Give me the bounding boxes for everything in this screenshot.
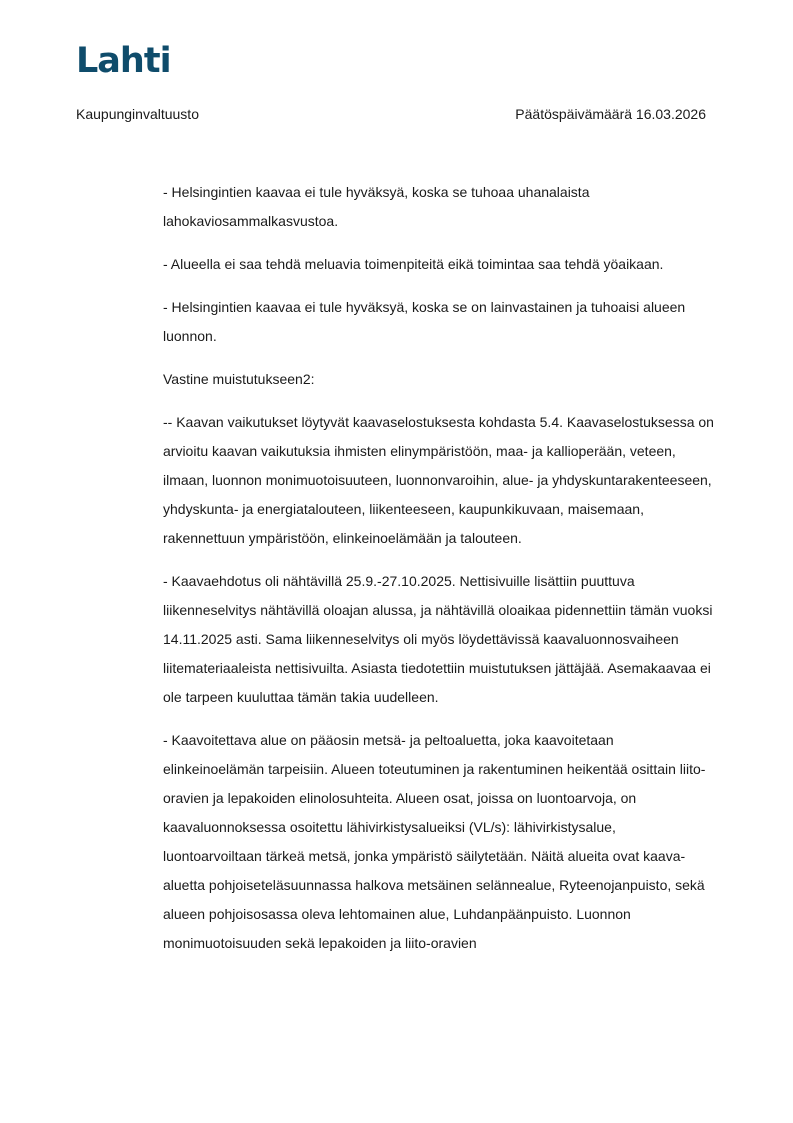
paragraph-response-nature: - Kaavoitettava alue on pääosin metsä- ja peltoaluetta, joka kaavoitetaan elinkeinoelämän tarpeisiin. Alueen toteutuminen ja rakentuminen heikentää osittain liito-oravien ja lepakoiden elinolosuhteita. Alueen osat, joissa on luontoarvoja, on kaavaluonnoksessa osoitettu lähivirkistysalueiksi (VL/s): lähivirkistysalue, luontoarvoiltaan tärkeä metsä, jonka ympäristö säilytetään. Näitä alueita ovat kaava-aluetta pohjoiseteläsuunnassa halkova metsäinen selännealue, Ryteenojanpuisto, sekä alueen pohjoisosassa oleva lehtomainen alue, Luhdanpäänpuisto. Luonnon monimuotoisuuden sekä lepakoiden ja liito-oravien [163,732,706,951]
organization-name: Kaupunginvaltuusto [76,106,199,122]
paragraph-response-display: - Kaavaehdotus oli nähtävillä 25.9.-27.10.2025. Nettisivuille lisättiin puuttuva liikenneselvitys nähtävillä oloajan alussa, ja nähtävillä oloaikaa pidennettiin tämän vuoksi 14.11.2025 asti. Sama liikenneselvitys oli myös löydettävissä kaavaluonnosvaiheen liitemateriaaleista nettisivuilta. Asiasta tiedotettiin muistutuksen jättäjää. Asemakaavaa ei ole tarpeen kuuluttaa tämän takia uudelleen. [163,573,713,705]
document-body [163,178,715,972]
paragraph-objection-2: - Alueella ei saa tehdä meluavia toimenpiteitä eikä toimintaa saa tehdä yöaikaan. [163,256,664,272]
lahti-logo: Lahti [76,41,171,81]
decision-date: Päätöspäivämäärä 16.03.2026 [515,106,706,122]
paragraph-objection-1: - Helsingintien kaavaa ei tule hyväksyä, koska se tuhoaa uhanalaista lahokaviosammalkasvustoa. [163,184,590,229]
response-heading: Vastine muistutukseen2: [163,371,315,387]
paragraph-response-impacts: -- Kaavan vaikutukset löytyvät kaavaselostuksesta kohdasta 5.4. Kaavaselostuksessa on arvioitu kaavan vaikutuksia ihmisten elinympäristöön, maa- ja kallioperään, veteen, ilmaan, luonnon monimuotoisuuteen, luonnonvaroihin, alue- ja yhdyskuntarakenteeseen, yhdyskunta- ja energiatalouteen, liikenteeseen, kaupunkikuvaan, maisemaan, rakennettuun ympäristöön, elinkeinoelämään ja talouteen. [163,414,714,546]
paragraph-objection-3: - Helsingintien kaavaa ei tule hyväksyä, koska se on lainvastainen ja tuhoaisi alueen luonnon. [163,299,686,344]
